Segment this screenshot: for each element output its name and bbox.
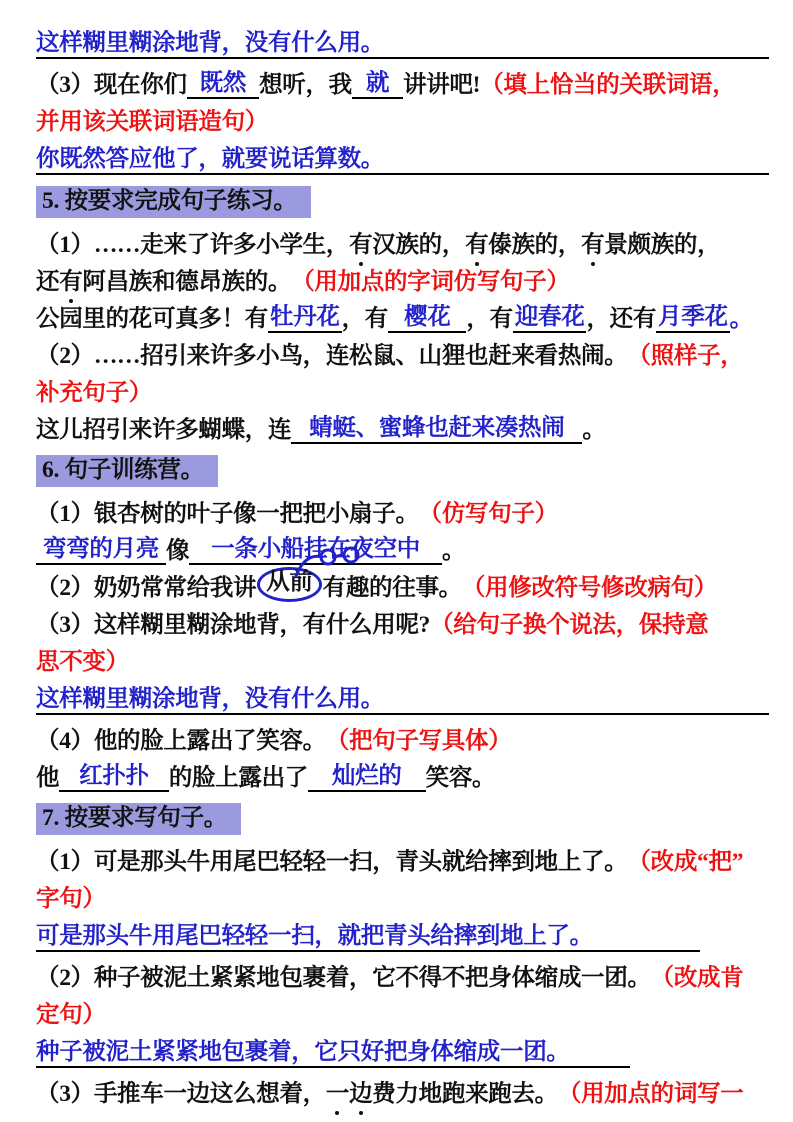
instruction-text: 定句） [36, 1002, 106, 1029]
answer-text: 你既然答应他了，就要说话算数。 [36, 146, 384, 173]
answer-line [36, 1029, 630, 1068]
question-text: ，有 [466, 306, 513, 333]
instruction-text: （照样子， [627, 343, 744, 370]
instruction-text: （给句子换个说法，保持意 [430, 612, 709, 639]
question-text: （1）……走来了许多小学生， [36, 232, 350, 259]
answer-line [36, 676, 769, 715]
question-text: 景颇族的， [604, 232, 721, 259]
text-line [36, 839, 769, 876]
question-text: 傣族的， [488, 232, 582, 259]
question-text: ，有 [341, 306, 389, 333]
section-header-label: 7. 按要求写句子。 [36, 803, 241, 835]
answer-text: 这样糊里糊涂地背，没有什么用。 [36, 686, 384, 713]
text-line [36, 755, 769, 792]
question-text: （2）种子被泥土紧紧地包裹着，它不得不把身体缩成一团。 [36, 965, 651, 992]
emphasis-dotted-text: 一边 [325, 1081, 373, 1108]
question-text: （1）可是那头牛用尾巴轻轻一扫，青头就给摔到地上了。 [36, 849, 628, 876]
text-line [36, 602, 769, 639]
question-text: 的脸上露出了 [168, 765, 309, 792]
instruction-text: （改成肯 [650, 965, 744, 992]
filled-blank: 弯弯的月亮 [36, 537, 166, 565]
answer-text: 这样糊里糊涂地背，没有什么用。 [36, 30, 384, 57]
question-text: 汉族的， [372, 232, 466, 259]
text-line [36, 333, 769, 370]
text-line [36, 222, 769, 259]
instruction-text: （填上恰当的关联词语， [480, 72, 736, 99]
question-text: 笑容。 [425, 765, 496, 792]
answer-text: 种子被泥土紧紧地包裹着，它只好把身体缩成一团。 [36, 1039, 570, 1066]
instruction-text: （用加点的字词仿写句子） [291, 269, 570, 296]
question-text: （3）这样糊里糊涂地背，有什么用呢? [36, 612, 431, 639]
text-line [36, 718, 769, 755]
question-text: 像 [166, 538, 190, 565]
section-header-label: 6. 句子训练营。 [36, 455, 218, 487]
text-line [36, 565, 769, 602]
answer-line [36, 913, 700, 952]
filled-blank: 迎春花 [513, 305, 587, 333]
filled-blank: 一条小船挂在夜空中 [189, 537, 442, 565]
text-line [36, 259, 769, 296]
question-text: ，还有 [586, 306, 657, 333]
filled-blank: 月季花 [656, 305, 730, 333]
instruction-text: （用加点的词写一 [557, 1081, 744, 1108]
instruction-text: （用修改符号修改病句） [461, 575, 718, 602]
filled-blank: 就 [352, 71, 403, 99]
filled-blank: 灿烂的 [308, 764, 426, 792]
answer-text: 。 [729, 306, 753, 333]
emphasis-dotted-text: 有 [59, 269, 83, 296]
text-line [36, 407, 769, 444]
question-text: 费力地跑来跑去。 [372, 1081, 558, 1108]
text-line [36, 296, 769, 333]
filled-blank: 既然 [187, 71, 259, 99]
instruction-text: （仿写句子） [418, 501, 558, 528]
filled-blank: 樱花 [388, 305, 466, 333]
question-text: （1）银杏树的叶子像一把把小扇子。 [36, 501, 419, 528]
question-text: 公园里的花可真多！有 [36, 306, 268, 333]
text-line [36, 1071, 769, 1108]
section-header [36, 181, 769, 218]
question-text: 讲讲吧! [403, 72, 481, 99]
question-text: （2）……招引来许多小鸟，连松鼠、山狸也赶来看热闹。 [36, 343, 628, 370]
instruction-text: 并用该关联词语造句） [36, 109, 268, 136]
question-text: （3）现在你们 [36, 72, 187, 99]
question-text: 。 [442, 538, 466, 565]
question-text: 他 [36, 765, 60, 792]
text-line [36, 491, 769, 528]
text-line [36, 62, 769, 99]
section-header-label: 5. 按要求完成句子练习。 [36, 186, 311, 218]
instruction-text: 字句） [36, 886, 106, 913]
section-header [36, 798, 769, 835]
instruction-text: （改成“把” [627, 849, 744, 876]
text-line [36, 370, 769, 407]
question-text: 有趣的往事。 [322, 575, 462, 602]
question-text: 这儿招引来许多蝴蝶，连 [36, 417, 292, 444]
text-line [36, 528, 769, 565]
question-text: 想听，我 [259, 72, 352, 99]
answer-text: 可是那头牛用尾巴轻轻一扫，就把青头给摔到地上了。 [36, 923, 593, 950]
filled-blank: 蜻蜓、蜜蜂也赶来凑热闹 [291, 416, 582, 444]
answer-line [36, 136, 769, 175]
deletion-circle: 从前 [257, 567, 321, 602]
question-text: （3）手推车一边这么想着， [36, 1081, 326, 1108]
question-text: （4）他的脸上露出了笑容。 [36, 728, 326, 755]
filled-blank: 红扑扑 [59, 764, 169, 792]
answer-line [36, 20, 769, 59]
question-text: 阿昌族和德昂族的。 [82, 269, 292, 296]
text-line [36, 955, 769, 992]
text-line [36, 876, 769, 913]
instruction-text: 思不变） [36, 649, 129, 676]
text-line [36, 992, 769, 1029]
emphasis-dotted-text: 有 [581, 232, 605, 259]
question-text: 还 [36, 269, 60, 296]
text-line [36, 639, 769, 676]
emphasis-dotted-text: 有 [349, 232, 373, 259]
text-line [36, 99, 769, 136]
instruction-text: （把句子写具体） [325, 728, 512, 755]
instruction-text: 补充句子） [36, 380, 152, 407]
question-text: （2）奶奶常常给我讲 [36, 575, 257, 602]
emphasis-dotted-text: 有 [465, 232, 489, 259]
section-header [36, 450, 769, 487]
filled-blank: 牡丹花 [268, 305, 342, 333]
question-text: 。 [582, 417, 606, 444]
